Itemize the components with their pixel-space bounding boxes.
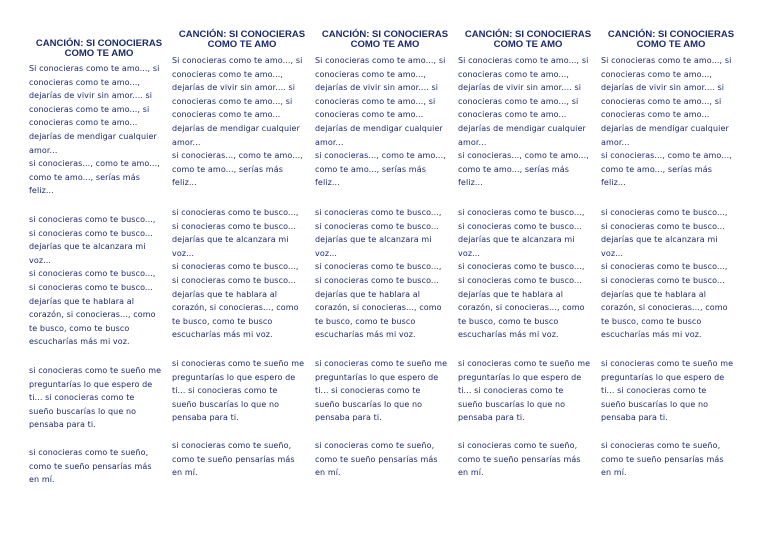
stanza-1 (172, 54, 303, 190)
stanza-line: te busco, como te busco (458, 316, 559, 326)
stanza-line: conocieras como te amo..., (172, 69, 284, 79)
stanza-line: si conocieras..., como te amo..., (601, 151, 732, 161)
stanza-line: sueño buscarías lo que no (172, 399, 280, 409)
stanza-line: sueño buscarías lo que no (601, 399, 709, 409)
stanza-line: preguntarías lo que espero de (172, 372, 296, 382)
stanza-line: en mí. (315, 468, 341, 478)
stanza-line: sueño buscarías lo que no (29, 406, 137, 416)
stanza-line: feliz... (172, 178, 197, 188)
stanza-1 (29, 62, 160, 198)
stanza-line: amor... (29, 145, 58, 155)
stanza-line: conocieras como te amo... (458, 110, 567, 120)
stanza-line: dejarías que te alcanzara mi (601, 235, 718, 245)
stanza-1 (601, 54, 732, 190)
stanza-2 (172, 206, 299, 342)
stanza-line: dejarías que te hablara al (601, 289, 707, 299)
stanza-line: como te amo..., serías más (458, 164, 569, 174)
stanza-line: voz... (172, 248, 195, 258)
stanza-4 (458, 439, 581, 480)
stanza-line: como te amo..., serías más (172, 164, 283, 174)
song-title-line-1: CANCIÓN: SI CONOCIERAS (35, 38, 163, 49)
stanza-line: como te sueño pensarías más (458, 454, 581, 464)
song-title (172, 30, 312, 50)
stanza-line: feliz... (458, 178, 483, 188)
song-title-line-2: COMO TE AMO (64, 48, 134, 59)
stanza-line: dejarías de mendigar cualquier (601, 123, 729, 133)
stanza-2 (315, 206, 442, 342)
stanza-line: si conocieras como te busco..., (315, 208, 442, 217)
stanza-line: si conocieras como te sueño, (601, 441, 721, 450)
stanza-line: si conocieras..., como te amo..., (315, 151, 446, 161)
stanza-line: dejarías de mendigar cualquier (29, 131, 157, 141)
stanza-line: pensaba para ti. (29, 420, 96, 430)
stanza-3 (29, 364, 161, 432)
stanza-line: corazón, si conocieras..., como (458, 303, 585, 313)
stanza-line: voz... (601, 248, 624, 258)
stanza-line: te busco, como te busco (172, 316, 273, 326)
stanza-line: Si conocieras como te amo..., si (458, 56, 589, 65)
stanza-line: conocieras como te amo..., (29, 77, 141, 87)
stanza-line: como te sueño pensarías más (601, 454, 724, 464)
stanza-line: como te amo..., serías más (315, 164, 426, 174)
stanza-line: dejarías de vivir sin amor.... si (601, 83, 725, 93)
stanza-line: dejarías que te hablara al (172, 289, 278, 299)
stanza-line: dejarías que te alcanzara mi (315, 235, 432, 245)
stanza-line: voz... (458, 248, 481, 258)
stanza-line: como te sueño pensarías más (315, 454, 438, 464)
stanza-line: corazón, si conocieras..., como (29, 310, 156, 320)
stanza-line: si conocieras como te busco... (29, 282, 153, 292)
stanza-line: si conocieras como te sueño, (29, 448, 149, 457)
stanza-line: dejarías que te hablara al (29, 296, 135, 306)
stanza-line: si conocieras..., como te amo..., (29, 159, 160, 169)
stanza-line: amor... (601, 137, 630, 147)
stanza-line: en mí. (601, 468, 627, 478)
stanza-line: si conocieras como te busco... (315, 275, 439, 285)
stanza-line: voz... (29, 255, 52, 265)
stanza-line: preguntarías lo que espero de (601, 372, 725, 382)
stanza-line: si conocieras como te busco... (29, 228, 153, 238)
stanza-3 (315, 357, 447, 425)
stanza-line: conocieras como te amo..., (601, 69, 713, 79)
stanza-4 (29, 446, 152, 487)
stanza-line: feliz... (601, 178, 626, 188)
stanza-line: en mí. (172, 468, 198, 478)
stanza-4 (315, 439, 438, 480)
stanza-line: dejarías de mendigar cualquier (315, 123, 443, 133)
song-title-line-1: CANCIÓN: SI CONOCIERAS (464, 29, 592, 40)
stanza-line: pensaba para ti. (458, 413, 525, 423)
stanza-line: si conocieras como te sueño, (458, 441, 578, 450)
stanza-line: Si conocieras como te amo..., si (315, 56, 446, 65)
stanza-line: escucharías más mi voz. (458, 330, 559, 340)
stanza-line: si conocieras como te busco..., (172, 262, 299, 272)
stanza-line: voz... (315, 248, 338, 258)
song-title (458, 30, 598, 50)
song-title (601, 30, 741, 50)
stanza-line: si conocieras como te sueño me (601, 359, 734, 368)
stanza-line: en mí. (29, 475, 55, 485)
stanza-line: si conocieras como te busco... (172, 221, 296, 231)
song-title-line-2: COMO TE AMO (636, 39, 706, 50)
stanza-line: si conocieras como te sueño, (315, 441, 435, 450)
stanza-line: si conocieras como te sueño, (172, 441, 292, 450)
stanza-line: pensaba para ti. (172, 413, 239, 423)
stanza-line: corazón, si conocieras..., como (601, 303, 728, 313)
stanza-line: conocieras como te amo..., si (315, 96, 436, 106)
stanza-line: si conocieras..., como te amo..., (458, 151, 589, 161)
stanza-line: si conocieras como te busco..., (29, 215, 156, 224)
stanza-line: Si conocieras como te amo..., si (172, 56, 303, 65)
stanza-line: si conocieras como te busco... (315, 221, 439, 231)
song-title (29, 39, 169, 59)
stanza-line: escucharías más mi voz. (315, 330, 416, 340)
stanza-line: ti... si conocieras como te (315, 386, 421, 396)
stanza-line: amor... (315, 137, 344, 147)
stanza-line: si conocieras como te sueño me (315, 359, 448, 368)
stanza-line: si conocieras como te busco..., (458, 208, 585, 217)
stanza-line: dejarías de mendigar cualquier (458, 123, 586, 133)
stanza-line: escucharías más mi voz. (601, 330, 702, 340)
stanza-line: como te sueño pensarías más (172, 454, 295, 464)
stanza-line: si conocieras..., como te amo..., (172, 151, 303, 161)
song-title-line-1: CANCIÓN: SI CONOCIERAS (607, 29, 735, 40)
stanza-line: ti... si conocieras como te (172, 386, 278, 396)
stanza-line: Si conocieras como te amo..., si (29, 64, 160, 73)
stanza-line: conocieras como te amo..., (315, 69, 427, 79)
stanza-line: sueño buscarías lo que no (315, 399, 423, 409)
stanza-line: escucharías más mi voz. (29, 337, 130, 347)
stanza-line: dejarías de mendigar cualquier (172, 123, 300, 133)
stanza-1 (315, 54, 446, 190)
stanza-line: dejarías de vivir sin amor.... si (29, 91, 153, 101)
stanza-3 (172, 357, 304, 425)
stanza-line: dejarías de vivir sin amor.... si (315, 83, 439, 93)
stanza-line: dejarías de vivir sin amor.... si (172, 83, 296, 93)
stanza-line: feliz... (29, 186, 54, 196)
stanza-line: dejarías de vivir sin amor.... si (458, 83, 582, 93)
stanza-line: preguntarías lo que espero de (315, 372, 439, 382)
stanza-line: como te amo..., serías más (601, 164, 712, 174)
stanza-line: conocieras como te amo..., si (29, 104, 150, 114)
stanza-line: si conocieras como te busco..., (601, 208, 728, 217)
stanza-2 (601, 206, 728, 342)
stanza-line: conocieras como te amo..., si (601, 96, 722, 106)
stanza-line: en mí. (458, 468, 484, 478)
song-title-line-2: COMO TE AMO (350, 39, 420, 50)
stanza-line: si conocieras como te busco... (601, 221, 725, 231)
stanza-line: como te sueño pensarías más (29, 461, 152, 471)
stanza-line: preguntarías lo que espero de (29, 379, 153, 389)
stanza-line: si conocieras como te sueño me (29, 366, 162, 375)
stanza-line: ti... si conocieras como te (29, 393, 135, 403)
stanza-line: te busco, como te busco (29, 323, 130, 333)
stanza-line: ti... si conocieras como te (458, 386, 564, 396)
stanza-line: si conocieras como te busco..., (601, 262, 728, 272)
stanza-line: conocieras como te amo... (601, 110, 710, 120)
stanza-line: corazón, si conocieras..., como (315, 303, 442, 313)
stanza-3 (458, 357, 590, 425)
stanza-line: si conocieras como te sueño me (458, 359, 591, 368)
stanza-line: si conocieras como te busco... (458, 221, 582, 231)
stanza-line: conocieras como te amo... (172, 110, 281, 120)
stanza-line: conocieras como te amo... (29, 118, 138, 128)
stanza-line: si conocieras como te busco... (601, 275, 725, 285)
stanza-line: sueño buscarías lo que no (458, 399, 566, 409)
stanza-line: ti... si conocieras como te (601, 386, 707, 396)
stanza-line: te busco, como te busco (601, 316, 702, 326)
stanza-line: conocieras como te amo... (315, 110, 424, 120)
stanza-line: conocieras como te amo..., si (458, 96, 579, 106)
stanza-line: si conocieras como te busco..., (315, 262, 442, 272)
stanza-line: como te amo..., serías más (29, 172, 140, 182)
stanza-line: dejarías que te alcanzara mi (458, 235, 575, 245)
stanza-line: pensaba para ti. (315, 413, 382, 423)
stanza-line: te busco, como te busco (315, 316, 416, 326)
stanza-line: si conocieras como te busco... (458, 275, 582, 285)
stanza-4 (172, 439, 295, 480)
stanza-line: pensaba para ti. (601, 413, 668, 423)
song-title-line-1: CANCIÓN: SI CONOCIERAS (321, 29, 449, 40)
stanza-line: dejarías que te alcanzara mi (29, 242, 146, 252)
stanza-line: dejarías que te alcanzara mi (172, 235, 289, 245)
stanza-line: conocieras como te amo..., si (172, 96, 293, 106)
stanza-line: si conocieras como te busco..., (458, 262, 585, 272)
stanza-line: amor... (172, 137, 201, 147)
stanza-line: dejarías que te hablara al (458, 289, 564, 299)
stanza-line: amor... (458, 137, 487, 147)
stanza-line: si conocieras como te busco..., (172, 208, 299, 217)
song-title (315, 30, 455, 50)
stanza-line: dejarías que te hablara al (315, 289, 421, 299)
stanza-line: feliz... (315, 178, 340, 188)
stanza-line: si conocieras como te busco... (172, 275, 296, 285)
stanza-line: Si conocieras como te amo..., si (601, 56, 732, 65)
stanza-line: conocieras como te amo..., (458, 69, 570, 79)
stanza-line: si conocieras como te busco..., (29, 269, 156, 279)
stanza-2 (29, 213, 156, 349)
stanza-line: corazón, si conocieras..., como (172, 303, 299, 313)
stanza-2 (458, 206, 585, 342)
stanza-3 (601, 357, 733, 425)
stanza-4 (601, 439, 724, 480)
song-title-line-2: COMO TE AMO (493, 39, 563, 50)
stanza-line: si conocieras como te sueño me (172, 359, 305, 368)
stanza-line: escucharías más mi voz. (172, 330, 273, 340)
song-title-line-1: CANCIÓN: SI CONOCIERAS (178, 29, 306, 40)
song-title-line-2: COMO TE AMO (207, 39, 277, 50)
stanza-1 (458, 54, 589, 190)
stanza-line: preguntarías lo que espero de (458, 372, 582, 382)
